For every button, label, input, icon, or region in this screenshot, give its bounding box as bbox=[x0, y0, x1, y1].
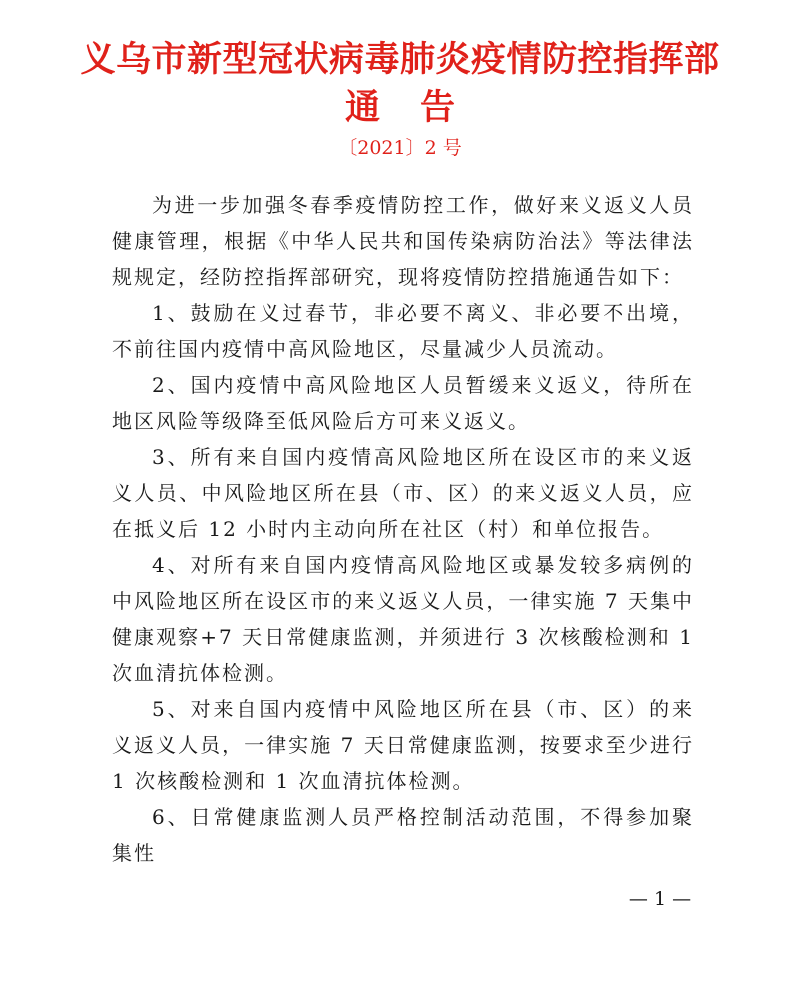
paragraph-item-5: 5、对来自国内疫情中风险地区所在县（市、区）的来义返义人员，一律实施 7 天日常健康监测，按要求至少进行 1 次核酸检测和 1 次血清抗体检测。 bbox=[112, 697, 694, 793]
paragraph-item-1: 1、鼓励在义过春节，非必要不离义、非必要不出境，不前往国内疫情中高风险地区，尽量减少人员流动。 bbox=[112, 301, 694, 361]
paragraph-intro: 为进一步加强冬春季疫情防控工作，做好来义返义人员健康管理，根据《中华人民共和国传染病防治法》等法律法规规定，经防控指挥部研究，现将疫情防控措施通告如下： bbox=[112, 193, 694, 289]
page-number: — 1 — bbox=[628, 888, 692, 910]
document-number: 〔2021〕2 号 bbox=[338, 137, 462, 159]
paragraph-item-6: 6、日常健康监测人员严格控制活动范围，不得参加聚集性 bbox=[112, 805, 694, 865]
paragraph-item-4: 4、对所有来自国内疫情高风险地区或暴发较多病例的中风险地区所在设区市的来义返义人员，一律实施 7 天集中健康观察+7 天日常健康监测，并须进行 3 次核酸检测和 1 次血清抗体检测。 bbox=[112, 553, 694, 685]
document-title: 义乌市新型冠状病毒肺炎疫情防控指挥部 bbox=[80, 39, 720, 80]
paragraph-item-2: 2、国内疫情中高风险地区人员暂缓来义返义，待所在地区风险等级降至低风险后方可来义返义。 bbox=[112, 373, 694, 433]
paragraph-item-3: 3、所有来自国内疫情高风险地区所在设区市的来义返义人员、中风险地区所在县（市、区）的来义返义人员，应在抵义后 12 小时内主动向所在社区（村）和单位报告。 bbox=[112, 445, 694, 541]
document-subtitle: 通告 bbox=[344, 87, 495, 128]
document-body bbox=[112, 187, 694, 871]
